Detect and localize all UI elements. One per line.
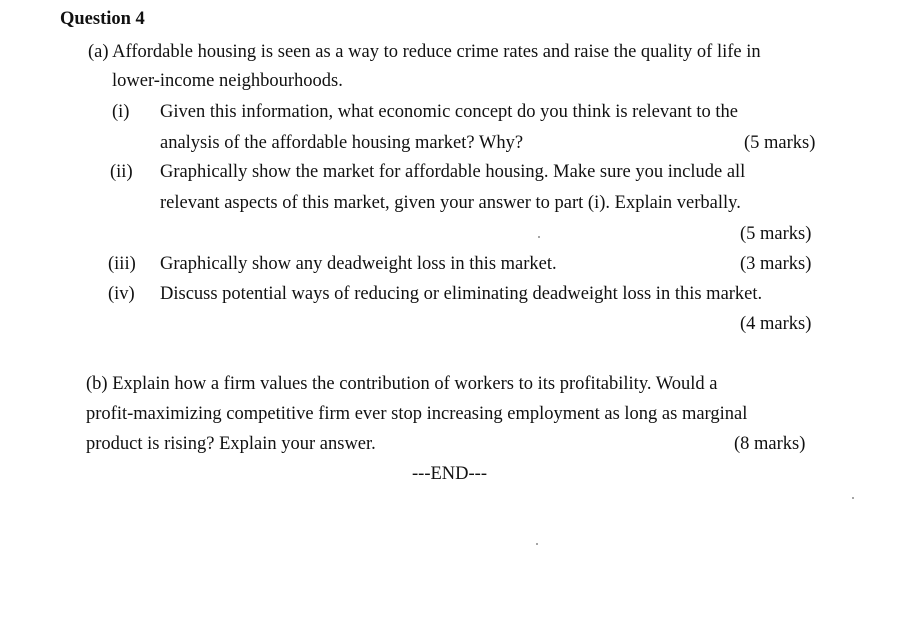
item-text-line2: analysis of the affordable housing market? Why?: [160, 133, 524, 153]
end-marker: ---END---: [412, 464, 487, 484]
scan-speck: [536, 543, 538, 545]
item-text-line1: Discuss potential ways of reducing or eliminating deadweight loss in this market.: [160, 284, 763, 304]
part-a-intro-line1: (a) Affordable housing is seen as a way to reduce crime rates and raise the quality of life in: [88, 42, 761, 62]
scan-speck: [538, 236, 540, 238]
item-marks: (4 marks): [740, 314, 812, 334]
item-text-line1: Given this information, what economic concept do you think is relevant to the: [160, 102, 738, 122]
item-text-line2: relevant aspects of this market, given your answer to part (i). Explain verbally.: [160, 193, 741, 213]
part-b-line2: profit-maximizing competitive firm ever stop increasing employment as long as marginal: [86, 404, 748, 424]
item-number: (iv): [108, 284, 135, 304]
part-b-line3: product is rising? Explain your answer.: [86, 434, 376, 454]
item-number: (iii): [108, 254, 136, 274]
item-text-line1: Graphically show any deadweight loss in this market.: [160, 254, 557, 274]
question-heading: Question 4: [60, 9, 145, 29]
scan-speck: [852, 497, 854, 499]
part-a-intro-line2: lower-income neighbourhoods.: [112, 71, 343, 91]
part-b-line1: (b) Explain how a firm values the contribution of workers to its profitability. Would a: [86, 374, 718, 394]
part-b-marks: (8 marks): [734, 434, 806, 454]
item-marks: (5 marks): [740, 224, 812, 244]
item-marks: (5 marks): [744, 133, 816, 153]
item-number: (i): [112, 102, 130, 122]
item-number: (ii): [110, 162, 133, 182]
item-marks: (3 marks): [740, 254, 812, 274]
item-text-line1: Graphically show the market for affordable housing. Make sure you include all: [160, 162, 746, 182]
